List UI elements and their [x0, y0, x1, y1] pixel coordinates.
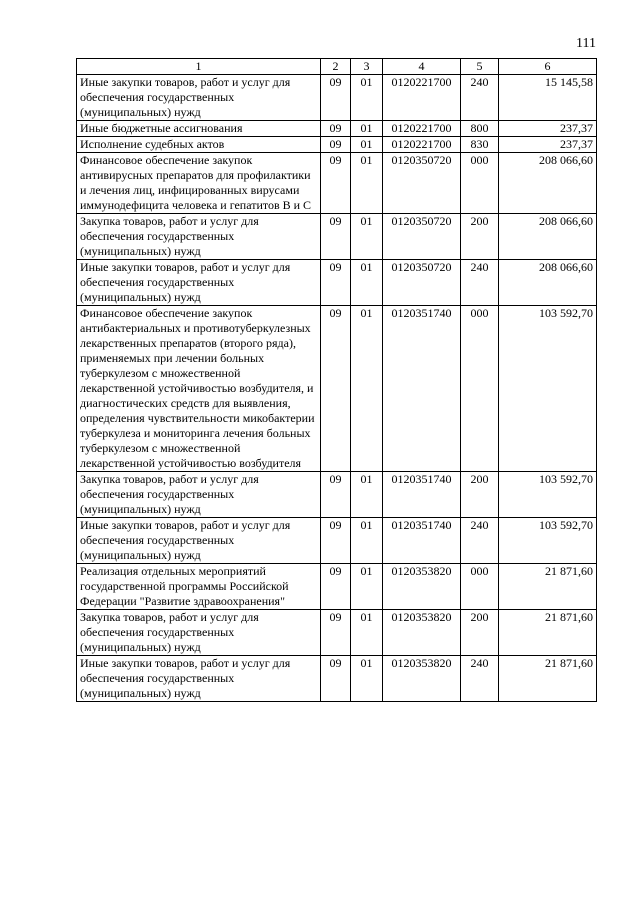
cell-c2: 09 — [321, 518, 351, 564]
cell-c4: 0120351740 — [383, 518, 461, 564]
table-row — [77, 306, 597, 472]
header-col-3: 3 — [351, 59, 383, 75]
cell-c3: 01 — [351, 260, 383, 306]
cell-c3: 01 — [351, 518, 383, 564]
cell-name: Иные закупки товаров, работ и услуг для обеспечения государственных (муниципальных) нужд — [77, 518, 321, 564]
cell-c2: 09 — [321, 121, 351, 137]
cell-c3: 01 — [351, 214, 383, 260]
cell-amount: 237,37 — [499, 121, 597, 137]
cell-name: Закупка товаров, работ и услуг для обеспечения государственных (муниципальных) нужд — [77, 214, 321, 260]
table-row — [77, 472, 597, 518]
cell-c2: 09 — [321, 75, 351, 121]
cell-c5: 200 — [461, 214, 499, 260]
cell-c3: 01 — [351, 610, 383, 656]
cell-c2: 09 — [321, 137, 351, 153]
cell-c4: 0120351740 — [383, 306, 461, 472]
cell-amount: 208 066,60 — [499, 214, 597, 260]
cell-amount: 103 592,70 — [499, 518, 597, 564]
cell-c4: 0120221700 — [383, 137, 461, 153]
cell-amount: 208 066,60 — [499, 260, 597, 306]
header-col-1: 1 — [77, 59, 321, 75]
table-row — [77, 214, 597, 260]
cell-c4: 0120353820 — [383, 656, 461, 702]
cell-name: Иные закупки товаров, работ и услуг для обеспечения государственных (муниципальных) нужд — [77, 656, 321, 702]
table-row — [77, 518, 597, 564]
cell-name: Закупка товаров, работ и услуг для обеспечения государственных (муниципальных) нужд — [77, 610, 321, 656]
header-col-4: 4 — [383, 59, 461, 75]
table-row — [77, 121, 597, 137]
budget-table — [76, 58, 597, 702]
cell-c4: 0120221700 — [383, 75, 461, 121]
cell-c4: 0120350720 — [383, 260, 461, 306]
cell-amount: 103 592,70 — [499, 306, 597, 472]
header-col-2: 2 — [321, 59, 351, 75]
cell-c5: 240 — [461, 518, 499, 564]
cell-c3: 01 — [351, 564, 383, 610]
cell-c3: 01 — [351, 153, 383, 214]
cell-c2: 09 — [321, 214, 351, 260]
cell-c3: 01 — [351, 121, 383, 137]
cell-c4: 0120350720 — [383, 214, 461, 260]
cell-c5: 830 — [461, 137, 499, 153]
cell-c3: 01 — [351, 656, 383, 702]
header-col-6: 6 — [499, 59, 597, 75]
cell-amount: 21 871,60 — [499, 610, 597, 656]
cell-c5: 240 — [461, 260, 499, 306]
cell-amount: 15 145,58 — [499, 75, 597, 121]
cell-c3: 01 — [351, 75, 383, 121]
cell-name: Исполнение судебных актов — [77, 137, 321, 153]
cell-c5: 240 — [461, 656, 499, 702]
cell-amount: 103 592,70 — [499, 472, 597, 518]
cell-c3: 01 — [351, 137, 383, 153]
cell-c4: 0120350720 — [383, 153, 461, 214]
table-row — [77, 153, 597, 214]
cell-name: Финансовое обеспечение закупок антибактериальных и противотуберкулезных лекарственных препаратов (второго ряда), применяемых при лечении больных туберкулезом с множественной лекарственной устойчивостью возбудителя, и диагностических средств для выявления, определения чувствительности микобактерии туберкулеза и мониторинга лечения больных туберкулезом с множественной лекарственной устойчивостью возбудителя — [77, 306, 321, 472]
table-row — [77, 137, 597, 153]
cell-name: Финансовое обеспечение закупок антивирусных препаратов для профилактики и лечения лиц, инфицированных вирусами иммунодефицита человека и гепатитов В и С — [77, 153, 321, 214]
cell-name: Иные закупки товаров, работ и услуг для обеспечения государственных (муниципальных) нужд — [77, 75, 321, 121]
cell-name: Реализация отдельных мероприятий государственной программы Российской Федерации "Развитие здравоохранения" — [77, 564, 321, 610]
cell-c2: 09 — [321, 306, 351, 472]
cell-amount: 208 066,60 — [499, 153, 597, 214]
cell-c2: 09 — [321, 656, 351, 702]
table-row — [77, 75, 597, 121]
cell-c5: 000 — [461, 153, 499, 214]
cell-name: Иные закупки товаров, работ и услуг для обеспечения государственных (муниципальных) нужд — [77, 260, 321, 306]
cell-c5: 200 — [461, 610, 499, 656]
cell-c3: 01 — [351, 306, 383, 472]
cell-c5: 200 — [461, 472, 499, 518]
cell-c4: 0120353820 — [383, 610, 461, 656]
page-number: 111 — [576, 36, 596, 51]
cell-c5: 000 — [461, 564, 499, 610]
header-col-5: 5 — [461, 59, 499, 75]
table-row — [77, 564, 597, 610]
cell-c2: 09 — [321, 610, 351, 656]
table-row — [77, 260, 597, 306]
cell-c2: 09 — [321, 472, 351, 518]
cell-amount: 237,37 — [499, 137, 597, 153]
cell-c3: 01 — [351, 472, 383, 518]
table-header-row — [77, 59, 597, 75]
cell-c4: 0120353820 — [383, 564, 461, 610]
cell-c5: 000 — [461, 306, 499, 472]
cell-name: Иные бюджетные ассигнования — [77, 121, 321, 137]
cell-c2: 09 — [321, 564, 351, 610]
table-row — [77, 656, 597, 702]
cell-c5: 240 — [461, 75, 499, 121]
cell-c4: 0120221700 — [383, 121, 461, 137]
table-row — [77, 610, 597, 656]
cell-c5: 800 — [461, 121, 499, 137]
cell-c4: 0120351740 — [383, 472, 461, 518]
cell-c2: 09 — [321, 260, 351, 306]
cell-amount: 21 871,60 — [499, 656, 597, 702]
cell-c2: 09 — [321, 153, 351, 214]
cell-amount: 21 871,60 — [499, 564, 597, 610]
cell-name: Закупка товаров, работ и услуг для обеспечения государственных (муниципальных) нужд — [77, 472, 321, 518]
